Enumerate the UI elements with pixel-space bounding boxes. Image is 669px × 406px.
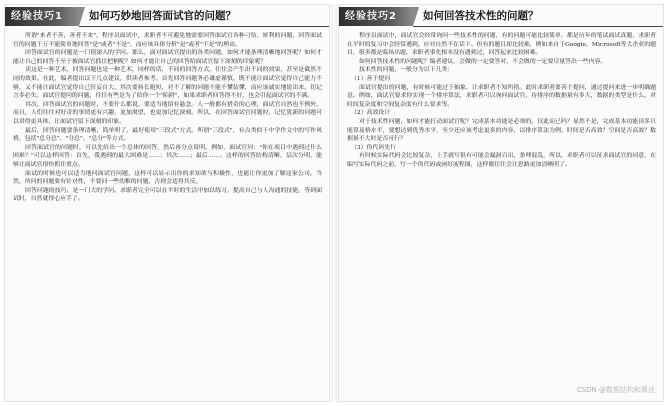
left-page-body (13, 32, 322, 397)
watermark-text: CSDN @数据结构和算法 (576, 386, 655, 394)
paragraph: 面试官提出的问题，有时候可能过于抽象，让求职者不知所措。此时求职者要善于提问，通过提问来进一步明确题意。例如，面试官要求你实现一个排序算法，求职者可以询问面试官，待排序的数据量有多大，数据的类型是什么，对时间复杂度和空间复杂度有什么要求等。 (347, 84, 656, 108)
left-tip-tag: 经验技巧1 (5, 7, 79, 26)
right-page-header (339, 7, 663, 26)
left-page-title: 如何巧妙地回答面试官的问题？ (89, 10, 236, 22)
paragraph: 如何回答技术性的问题呢？编者建议，会做的一定要答对，不会做的一定要尽量答出一些内容。 (359, 58, 607, 65)
paragraph: 技术性的问题，一般分为以下几类： (359, 67, 454, 74)
paragraph: 回答面试官的问题是一门很深入的学问。那么，面对面试官提出的各类问题，如何才能条理清晰地回答呢？如何才能让自己的回答不至于被面试官抓住把柄呢？如何才能让自己的回答给面试官留下深刻的印象呢？ (13, 50, 322, 65)
left-header-rule (79, 26, 329, 27)
paragraph: 其次，回答面试官的问题时，不要什么都说，要适当地留有悬念。人一般都有猎奇的心理，面试官自然也不例外，而且，人们往往对好奇的事情更有兴趣、更加渴望，也更加记忆深刻。所以，在回答面试官问题时，记忆犹新的问题可以讲得更具体，让面试官留下深刻的印象。 (13, 101, 322, 125)
paragraph: 读这是一种艺术，回答问题也是一种艺术，同样的话，不同的回答方式，往往会产生出不同的效果，甚至是截然不同的效果。在此，编者提出以下几点建议，供读者参考。首先回答问题务必谦虚谨慎。既不能让面试官觉得自己能力不够，又不能让面试官觉得自己狂妄自大。其次要扬长避短，对不了解的问题不能不懂装懂，而应该诚实地说出来。切记言多必失。面试官提问的问题，往往有些是为了给你一个"陷阱"，如果求职者回答得不好，也会引起面试官的不满。 (13, 67, 322, 100)
paragraph: 回答问题的技巧，是一门大的学问。求职者完全可以在平时的生活中加以练习，提高自己与人沟通的技能，等到面试时，自然就得心应手了。 (13, 187, 322, 203)
paragraph: 对于技术性问题，如何才能打动面试官呢？完成基本功能是必须的，仅此而已吗？显然不是，完成基本功能顶多只能算及格水平，要想达到优秀水平，至少还应该考虑更多的内容，以排序算法为例，时间是否高效？空间是否高效？数据量不大时是否可行？ (347, 118, 656, 143)
paragraph: 所谓"来者不善，善者不来"，程序员面试中，求职者不可避免地需要回答面试官各种刁钻、犀利的问题，回答面试官的问题千万不能简单地回答"是"或者"不是"，而应该具体分析"是"或者"不是"的理由。 (13, 33, 322, 48)
right-page (338, 4, 664, 402)
book-spine (331, 4, 337, 402)
right-page-body (347, 32, 656, 397)
left-page (4, 4, 330, 402)
paragraph: 有时候实际代码会比较复杂，上手就写很有可能会漏洞百出，条理混乱，所以，求职者可以征求面试官的同意，在编写实际代码之前，写一个伪代码或画好流程图，这样做往往会让思路更加清晰明了。 (347, 153, 656, 168)
right-page-title: 如何回答技术性的问题？ (423, 10, 539, 22)
subheading: （3）伪代码先行 (351, 144, 396, 151)
paragraph: 回答面试官的问题时，可以先给出一个总体的回答，然后再分点说明。例如，面试官问："你在项目中遇到过什么困难？"可以这样回答：首先，我遇到的最大困难是……；其次……；最后……。这样的回答结构清晰，层次分明，能够让面试官很快抓住重点。 (13, 144, 322, 168)
subheading: （1）善于提问 (351, 75, 391, 82)
left-page-header (5, 7, 329, 26)
right-tip-tag: 经验技巧2 (339, 7, 413, 26)
right-header-rule (413, 26, 663, 27)
subheading: （2）高效设计 (351, 110, 391, 117)
paragraph: 最后，回答问题要条理清晰，简单明了，最好使用"三段式"方式。所谓"三段式"，有点类似于中学作文中的写作风格，包括"总分总"、"分总"、"总分"等方式。 (13, 127, 322, 143)
paragraph: 程序员面试中，面试官会经常询问一些技术性的问题，有的问题可能比较简单，都是历年的笔试面试真题，求职者在平时的复习中会经常遇到，应对自然不在话下。但有的题目却比较难，例如来自于Google、Microsoft等大企业的题目，很多都是临场出题，求职者事先根本没有遇到过，回答起来比较困难。 (347, 33, 656, 57)
paragraph: 面试的时候也可以适当地问面试官问题，这样可以显示出你的求知欲与积极性，也能让你更加了解这家公司。当然，所问的问题要有针对性，不要问一些幼稚的问题，否则会适得其反。 (13, 170, 322, 186)
